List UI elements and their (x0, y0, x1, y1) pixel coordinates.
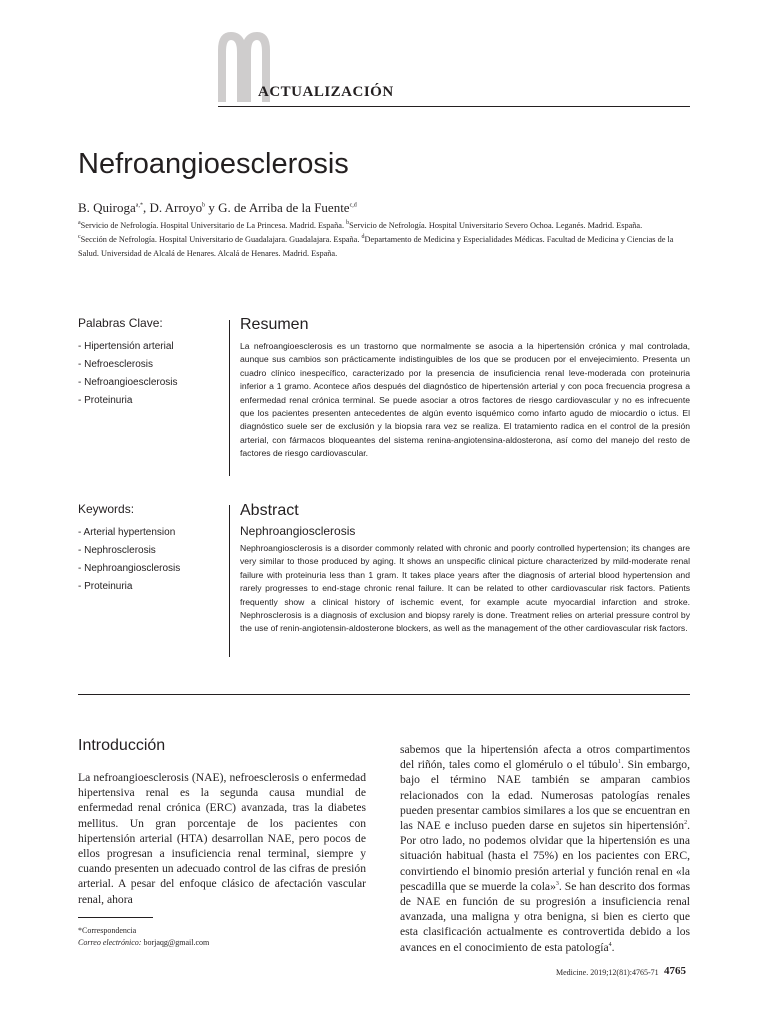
keywords-heading: Keywords: (78, 502, 135, 516)
page-number: 4765 (664, 965, 686, 977)
palabras-clave-heading: Palabras Clave: (78, 316, 163, 330)
footnote (78, 925, 209, 949)
keyword-item: - Nefroesclerosis (78, 359, 154, 370)
abstract-divider (229, 505, 230, 657)
keywords-box (78, 502, 218, 596)
palabras-clave-box (78, 316, 218, 410)
keyword-item: - Proteinuria (78, 395, 133, 406)
footnote-rule (78, 917, 153, 918)
resumen-text: La nefroangioesclerosis es un trastorno que normalmente se asocia a la hipertensión crónica y mal controlada, aunque sus cambios son prácticamente indistinguibles de los que se producen por el envejecimiento. Presenta un cuadro clínico inespecífico, caracterizado por la presencia de insuficiencia renal leve-moderada con proteinuria inferior a 1 gramo. Acontece años después del diagnóstico de hipertensión arterial y con poca frecuencia progresa a enfermedad renal crónica terminal. Se puede asociar a otros factores de riesgo cardiovascular y no es infrecuente que los pacientes presenten antecedentes de algún evento isquémico como infarto agudo de miocardio o ictus. El diagnóstico suele ser de exclusión y la biopsia rara vez se realiza. El tratamiento radica en el control de la presión arterial, con fármacos bloqueantes del sistema renina-angiotensina-aldosterona, así como del manejo del resto de factores de riesgo cardiovascular. (240, 341, 690, 459)
affiliations: $^a$Servicio de Nefrología. Hospital Universitario de La Princesa. Madrid. España. $^b$Servicio de Nefrología. Hospital Universitario Severo Ochoa. Leganés. Madrid. España. $^c$Sección de Nefrología. Hospital Universitario de Guadalajara. Guadalajara. España. $^d$Departamento de Medicina y Especialidades Médicas. Facultad de Medicina y Ciencias de la Salud. Universidad de Alcalá de Henares. Alcalá de Henares. Madrid. España. (78, 220, 674, 258)
abstract-bottom-rule (78, 694, 690, 695)
keyword-item: - Hipertensión arterial (78, 341, 174, 352)
section-label: ACTUALIZACIÓN (258, 84, 394, 100)
keyword-item: - Nephroangiosclerosis (78, 563, 181, 574)
resumen-heading: Resumen (240, 316, 309, 333)
abstract-subheading: Nephroangiosclerosis (240, 524, 356, 538)
correspondence-label: *Correspondencia (78, 926, 137, 935)
keyword-item: - Nefroangioesclerosis (78, 377, 178, 388)
introduccion-heading: Introducción (78, 737, 166, 754)
resumen-divider (229, 320, 230, 476)
keyword-item: - Nephrosclerosis (78, 545, 156, 556)
email-address[interactable]: borjaqg@gmail.com (143, 938, 210, 947)
abstract-heading: Abstract (240, 502, 299, 519)
resumen-section (240, 316, 690, 461)
footer-citation: Medicine. 2019;12(81):4765-71 (556, 968, 659, 977)
keyword-item: - Proteinuria (78, 581, 133, 592)
abstract-section (240, 502, 690, 636)
email-label: Correo electrónico: (78, 938, 142, 947)
introduccion-col2: sabemos que la hipertensión afecta a otros compartimentos del riñón, tales como el glomérulo o el túbulo$^1$. Sin embargo, bajo el término NAE también se amparan cambios relacionados con la edad. Numerosas patologías renales pueden presentar cambios similares a los que se encuentran en las NAE e incluso pueden darse en sujetos sin hipertensión$^2$. Por otro lado, no podemos olvidar que la hipertensión es una situación habitual (hasta el 75%) en los pacientes con ERC, convirtiendo el binomio presión arterial y función renal en «la pescadilla que se muerde la cola»$^3$. Se han descrito dos formas de NAE en función de su progresión a insuficiencia renal avanzada, una maligna y otra benigna, si bien es cierto que esta clasificación actualmente es controvertida debido a los avances en el conocimiento de esta patología$^4$. (400, 743, 690, 954)
authors: B. Quiroga$^{a,*}$, D. Arroyo$^b$ y G. de Arriba de la Fuente$^{c,d}$ (78, 200, 357, 215)
header-rule (218, 106, 690, 107)
abstract-text: Nephroangiosclerosis is a disorder commonly related with chronic and poorly controlled hypertension; its changes are very similar to those produced by aging. It shows an unspecific clinical picture characterized by mild-moderate renal failure with proteinuria less than 1 gram. It takes place years after the diagnosis of arterial blood hypertension and rarely progresses to end-stage chronic renal failure. It can be related to other cardiovascular risk factors. Patients frequently show a clinical history of ischemic event, for example acute myocardial infarction and stroke. Nephrosclerosis is a diagnosis of exclusion and biopsy rarely is done. Treatment relies on arterial pressure control by the use of renin-angiotensin-aldosterone blockers, as well as the management of the other cardiovascular risk factors. (240, 543, 690, 634)
introduccion-col1: La nefroangioesclerosis (NAE), nefroesclerosis o enfermedad hipertensiva renal es la segunda causa mundial de enfermedad renal crónica (ERC) avanzada, tras la diabetes mellitus. Un gran porcentaje de los pacientes con hipertensión arterial (HTA) desarrollan NAE, pero pocos de ellos progresan a insuficiencia renal terminal, siempre y cuando presenten un adecuado control de las cifras de presión arterial. A pesar del enfoque clásico de afectación vascular renal, ahora (78, 771, 366, 906)
article-title: Nefroangioesclerosis (78, 148, 349, 180)
keyword-item: - Arterial hypertension (78, 527, 176, 538)
